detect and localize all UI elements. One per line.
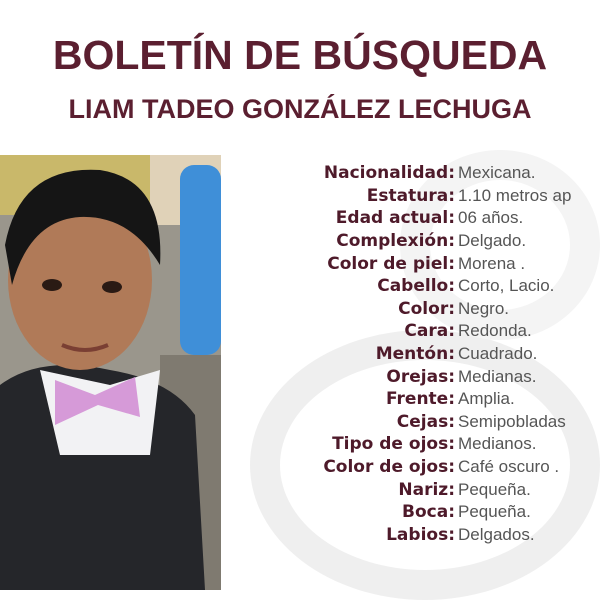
detail-label: Frente: xyxy=(386,389,455,410)
detail-value: Redonda. xyxy=(458,321,532,341)
detail-value: 1.10 metros ap xyxy=(458,185,572,205)
detail-row xyxy=(248,320,600,343)
details-list xyxy=(248,162,600,546)
detail-row xyxy=(248,298,600,321)
detail-value: 06 años. xyxy=(458,208,524,228)
detail-value: Delgado. xyxy=(458,231,527,251)
detail-value: Semipobladas xyxy=(458,411,566,431)
detail-value: Corto, Lacio. xyxy=(458,276,555,296)
detail-row xyxy=(248,185,600,208)
detail-label: Mentón: xyxy=(375,344,455,365)
page-title: BOLETÍN DE BÚSQUEDA xyxy=(52,32,548,78)
missing-person-name: LIAM TADEO GONZÁLEZ LECHUGA xyxy=(68,94,532,124)
detail-label: Color de ojos: xyxy=(323,457,455,478)
detail-label: Cabello: xyxy=(377,276,455,297)
detail-label: Cara: xyxy=(404,321,455,342)
detail-value: Medianos. xyxy=(458,434,537,454)
detail-row xyxy=(248,433,600,456)
detail-label: Orejas: xyxy=(386,366,455,387)
detail-value: Mexicana. xyxy=(458,163,536,183)
detail-row xyxy=(248,162,600,185)
detail-row xyxy=(248,478,600,501)
detail-label: Nacionalidad: xyxy=(323,163,455,184)
detail-value: Delgados. xyxy=(458,524,535,544)
detail-row xyxy=(248,456,600,479)
detail-value: Café oscuro . xyxy=(458,457,560,477)
detail-row xyxy=(248,524,600,547)
detail-label: Complexión: xyxy=(336,231,455,252)
detail-label: Estatura: xyxy=(366,185,455,206)
child-photo xyxy=(0,155,221,590)
detail-value: Medianas. xyxy=(458,366,537,386)
detail-value: Pequeña. xyxy=(458,502,531,522)
detail-row xyxy=(248,501,600,524)
detail-label: Edad actual: xyxy=(335,208,455,229)
detail-row xyxy=(248,343,600,366)
detail-row xyxy=(248,275,600,298)
detail-value: Pequeña. xyxy=(458,479,531,499)
detail-label: Color de piel: xyxy=(327,253,455,274)
detail-value: Amplia. xyxy=(458,389,515,409)
detail-value: Cuadrado. xyxy=(458,344,538,364)
detail-row xyxy=(248,230,600,253)
detail-label: Color: xyxy=(398,298,455,319)
detail-value: Morena . xyxy=(458,253,526,273)
detail-value: Negro. xyxy=(458,298,510,318)
detail-row xyxy=(248,388,600,411)
detail-label: Cejas: xyxy=(396,411,455,432)
detail-label: Tipo de ojos: xyxy=(332,434,455,455)
detail-row xyxy=(248,411,600,434)
detail-row xyxy=(248,207,600,230)
detail-row xyxy=(248,365,600,388)
detail-row xyxy=(248,252,600,275)
detail-label: Labios: xyxy=(386,524,455,545)
detail-label: Boca: xyxy=(402,502,455,523)
detail-label: Nariz: xyxy=(398,479,455,500)
